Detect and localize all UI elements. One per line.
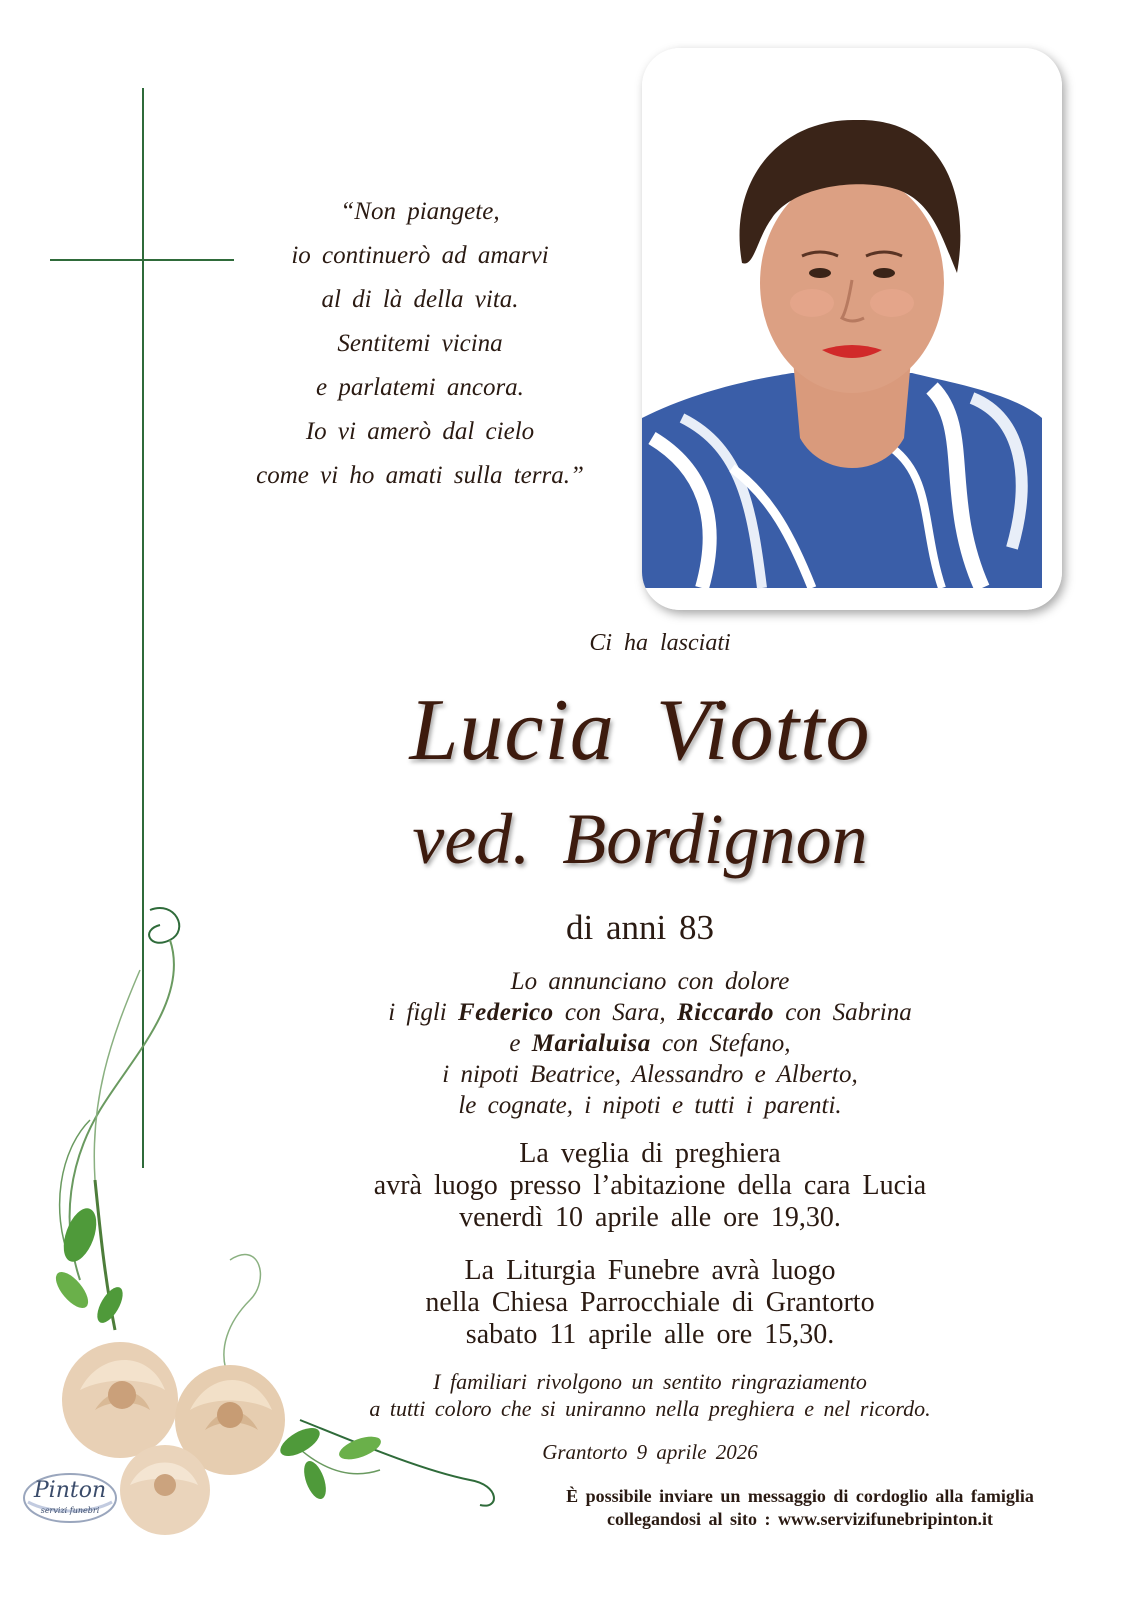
place-date: Grantorto 9 aprile 2026 bbox=[542, 1440, 758, 1464]
announcement-line: Lo annunciano con dolore bbox=[510, 968, 790, 995]
thanks-line: I familiari rivolgono un sentito ringraziamento bbox=[433, 1369, 867, 1394]
funeral-line: La Liturgia Funebre avrà luogo bbox=[464, 1255, 836, 1286]
text-fragment: con Sara, bbox=[553, 999, 677, 1026]
poem-line: e parlatemi ancora. bbox=[316, 374, 524, 401]
funeral-line: nella Chiesa Parrocchiale di Grantorto bbox=[425, 1287, 875, 1318]
poem bbox=[220, 190, 620, 498]
poem-line: come vi ho amati sulla terra.” bbox=[256, 462, 584, 489]
vigil-line: La veglia di preghiera bbox=[519, 1138, 781, 1169]
funeral-line: sabato 11 aprile alle ore 15,30. bbox=[465, 1319, 835, 1350]
deceased-age: di anni 83 bbox=[566, 908, 714, 947]
child-name: Federico bbox=[457, 999, 554, 1026]
text-fragment: con Stefano, bbox=[650, 1030, 791, 1057]
deceased-name: Lucia Viotto bbox=[409, 682, 871, 779]
announcement-line: le cognate, i nipoti e tutti i parenti. bbox=[458, 1092, 842, 1119]
child-name: Marialuisa bbox=[531, 1030, 651, 1057]
poem-line: Sentitemi vicina bbox=[337, 330, 503, 357]
rose-1 bbox=[62, 1342, 178, 1458]
text-fragment: i figli bbox=[388, 999, 458, 1026]
cross-horizontal-bar bbox=[50, 259, 234, 261]
child-name: Riccardo bbox=[676, 999, 774, 1026]
announcement-line: i nipoti Beatrice, Alessandro e Alberto, bbox=[442, 1061, 858, 1088]
vigil-line: venerdì 10 aprile alle ore 19,30. bbox=[459, 1202, 841, 1233]
condolence-footer bbox=[500, 1485, 1100, 1531]
deceased-married-name: ved. Bordignon bbox=[412, 799, 868, 879]
logo-name: Pinton bbox=[33, 1478, 107, 1503]
poem-line: io continuerò ad amarvi bbox=[291, 242, 549, 269]
intro-text: Ci ha lasciati bbox=[589, 630, 731, 656]
text-fragment: e bbox=[509, 1030, 532, 1057]
poem-line: Io vi amerò dal cielo bbox=[305, 418, 535, 445]
rose-3 bbox=[120, 1445, 210, 1535]
portrait-illustration bbox=[642, 48, 1062, 610]
footer-line: È possibile inviare un messaggio di cordoglio alla famiglia bbox=[566, 1486, 1034, 1506]
thanks-line: a tutti coloro che si uniranno nella preghiera e nel ricordo. bbox=[369, 1396, 931, 1421]
portrait-photo bbox=[642, 48, 1062, 610]
text-fragment: con Sabrina bbox=[773, 999, 912, 1026]
poem-line: al di là della vita. bbox=[321, 286, 519, 313]
logo-subtitle: servizi funebri bbox=[40, 1506, 100, 1515]
poem-line: “Non piangete, bbox=[340, 198, 500, 225]
footer-line-website[interactable]: collegandosi al sito : www.servizifunebripinton.it bbox=[606, 1509, 993, 1529]
vigil-line: avrà luogo presso l’abitazione della cara Lucia bbox=[373, 1170, 927, 1201]
